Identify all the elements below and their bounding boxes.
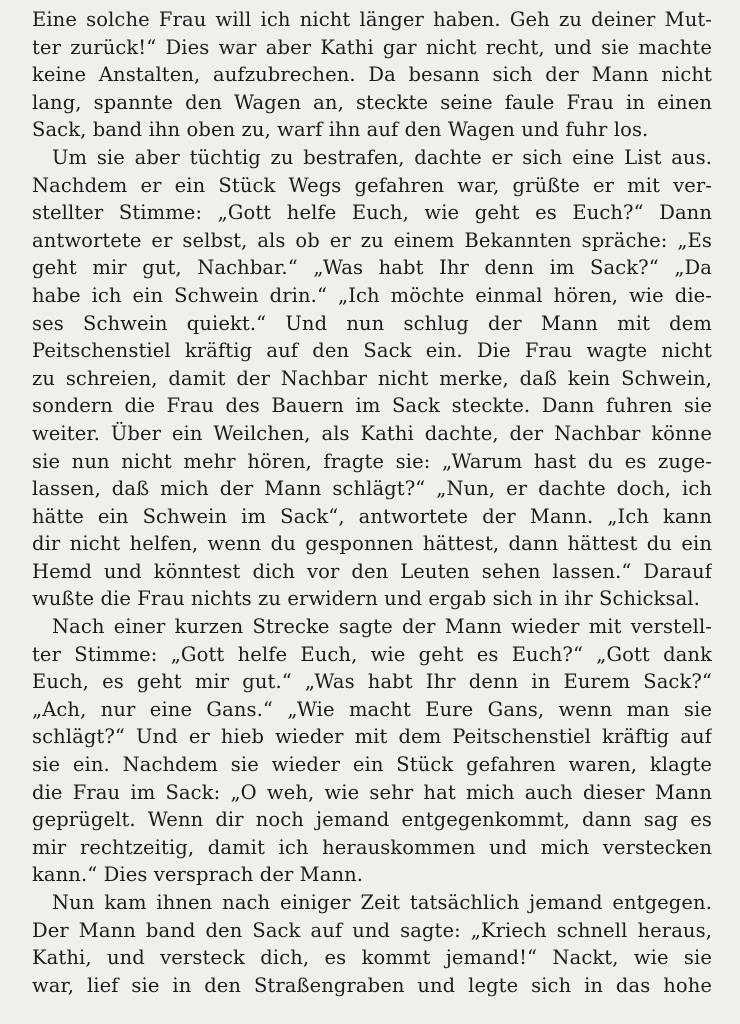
text-line: war, lief sie in den Straßengraben und legte sich in das hohe	[32, 973, 712, 997]
text-line: Nach einer kurzen Strecke sagte der Mann wieder mit verstell-	[52, 615, 712, 639]
text-line: kann.“ Dies versprach der Mann.	[32, 863, 364, 887]
text-line: Nun kam ihnen nach einiger Zeit tatsächlich jemand entgegen.	[52, 891, 712, 914]
text-line: Kathi, und versteck dich, es kommt jemand!“ Nackt, wie sie	[32, 946, 712, 970]
text-line: schlägt?“ Und er hieb wieder mit dem Peitschenstiel kräftig auf	[32, 725, 712, 749]
text-line: „Ach, nur eine Gans.“ „Wie macht Eure Gans, wenn man sie	[32, 697, 712, 721]
text-line: Nachdem er ein Stück Wegs gefahren war, grüßte er mit ver-	[32, 173, 712, 197]
text-line: Um sie aber tüchtig zu bestrafen, dachte er sich eine List aus.	[52, 145, 712, 169]
text-line: stellter Stimme: „Gott helfe Euch, wie geht es Euch?“ Dann	[32, 201, 712, 225]
text-line: habe ich ein Schwein drin.“ „Ich möchte einmal hören, wie die-	[32, 283, 712, 307]
text-line: sondern die Frau des Bauern im Sack steckte. Dann fuhren sie	[32, 394, 712, 418]
text-line: sie ein. Nachdem sie wieder ein Stück gefahren waren, klagte	[32, 753, 712, 777]
text-line: Sack, band ihn oben zu, warf ihn auf den Wagen und fuhr los.	[32, 118, 649, 142]
text-line: zu schreien, damit der Nachbar nicht merke, daß kein Schwein,	[32, 366, 712, 390]
text-line: Peitschenstiel kräftig auf den Sack ein. Die Frau wagte nicht	[32, 339, 712, 363]
text-line: geprügelt. Wenn dir noch jemand entgegenkommt, dann sag es	[32, 808, 712, 832]
text-line: keine Anstalten, aufzubrechen. Da besann sich der Mann nicht	[32, 63, 712, 87]
text-line: ter zurück!“ Dies war aber Kathi gar nicht recht, und sie machte	[32, 35, 712, 59]
text-line: die Frau im Sack: „O weh, wie sehr hat mich auch dieser Mann	[32, 780, 712, 804]
text-line: Euch, es geht mir gut.“ „Was habt Ihr denn in Eurem Sack?“	[32, 670, 712, 694]
text-line: Eine solche Frau will ich nicht länger haben. Geh zu deiner Mut-	[32, 8, 712, 31]
text-line: ter Stimme: „Gott helfe Euch, wie geht es Euch?“ „Gott dank	[32, 642, 712, 666]
text-line: hätte ein Schwein im Sack“, antwortete der Mann. „Ich kann	[32, 504, 712, 528]
text-line: sie nun nicht mehr hören, fragte sie: „Warum hast du es zuge-	[32, 449, 712, 473]
text-line: weiter. Über ein Weilchen, als Kathi dachte, der Nachbar könne	[32, 421, 712, 445]
body-text	[32, 6, 712, 999]
text-line: ses Schwein quiekt.“ Und nun schlug der Mann mit dem	[32, 311, 712, 335]
text-line: dir nicht helfen, wenn du gesponnen hättest, dann hättest du ein	[32, 532, 712, 556]
text-line: lassen, daß mich der Mann schlägt?“ „Nun, er dachte doch, ich	[32, 477, 712, 501]
text-line: mir rechtzeitig, damit ich herauskommen und mich verstecken	[32, 835, 712, 859]
text-line: geht mir gut, Nachbar.“ „Was habt Ihr denn im Sack?“ „Da	[32, 256, 712, 280]
text-line: antwortete er selbst, als ob er zu einem Bekannten spräche: „Es	[32, 228, 712, 252]
text-line: lang, spannte den Wagen an, steckte seine faule Frau in einen	[32, 90, 712, 114]
text-line: wußte die Frau nichts zu erwidern und ergab sich in ihr Schicksal.	[32, 587, 700, 611]
text-line: Hemd und könntest dich vor den Leuten sehen lassen.“ Darauf	[32, 559, 712, 583]
text-line: Der Mann band den Sack auf und sagte: „Kriech schnell heraus,	[32, 918, 712, 942]
